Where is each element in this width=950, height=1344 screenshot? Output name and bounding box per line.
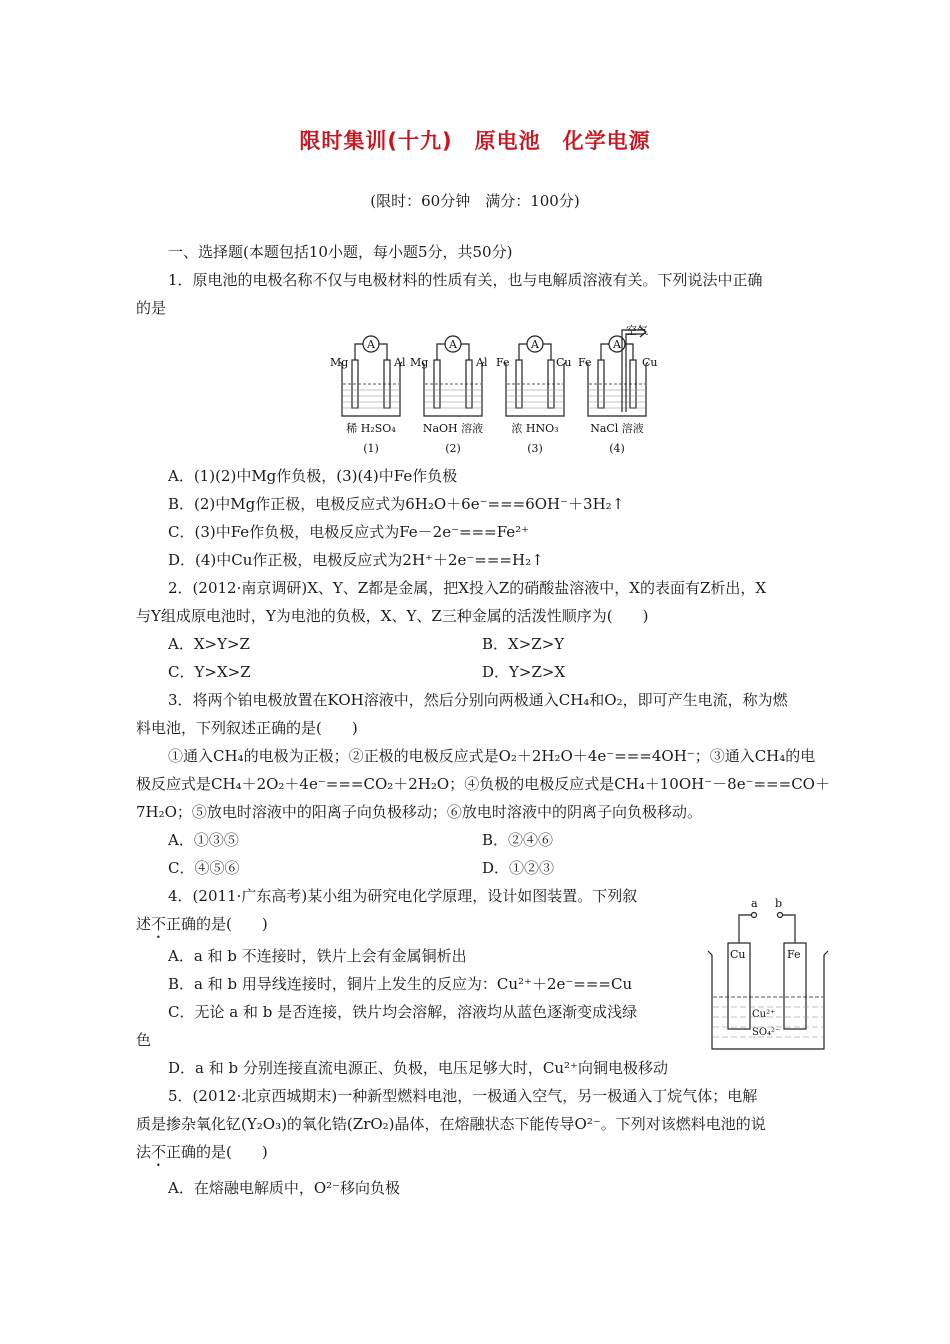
emphasis-not: 不 (151, 1143, 167, 1161)
q2-option-c: C．Y>X>Z (168, 663, 251, 681)
q4-option-d: D．a 和 b 分别连接直流电源正、负极，电压足够大时，Cu²⁺向铜电极移动 (168, 1059, 668, 1077)
q4-option-c-line1: C．无论 a 和 b 是否连接，铁片均会溶解，溶液均从蓝色逐渐变成浅绿 (168, 1003, 638, 1021)
cell-number: (4) (609, 442, 625, 455)
solution-label: NaCl 溶液 (590, 422, 644, 435)
q4-figure-cu-fe-cell (700, 895, 830, 1060)
q3-body-line2: 极反应式是CH₄＋2O₂＋4e⁻===CO₂＋2H₂O；④负极的电极反应式是CH₄＋10OH⁻－8e⁻===CO＋ (136, 775, 830, 793)
q5-stem-part: 正确的是( ) (166, 1143, 268, 1161)
q5-stem-line1: 5．(2012·北京西城期末)一种新型燃料电池，一极通入空气，另一极通入丁烷气体；电解 (168, 1087, 758, 1105)
electrode-label: Al (476, 356, 488, 369)
air-label: 空气 (626, 324, 648, 337)
q3-option-c: C．④⑤⑥ (168, 859, 240, 877)
q4-stem-part: 正确的是( ) (166, 915, 268, 933)
cell-number: (3) (527, 442, 543, 455)
q4-stem-line1: 4．(2011·广东高考)某小组为研究电化学原理，设计如图装置。下列叙 (168, 887, 638, 905)
q1-option-d: D．(4)中Cu作正极，电极反应式为2H⁺＋2e⁻===H₂↑ (168, 551, 544, 569)
q2-option-b: B．X>Z>Y (482, 635, 565, 653)
cell-number: (2) (445, 442, 461, 455)
q3-option-d: D．①②③ (482, 859, 555, 877)
q2-stem-line2: 与Y组成原电池时，Y为电池的负极，X、Y、Z三种金属的活泼性顺序为( ) (136, 607, 649, 625)
q1-option-b: B．(2)中Mg作正极，电极反应式为6H₂O＋6e⁻===6OH⁻＋3H₂↑ (168, 495, 625, 513)
q4-stem-part: 述 (136, 915, 152, 933)
solution-label: NaOH 溶液 (422, 422, 484, 435)
section-heading: 一、选择题(本题包括10小题，每小题5分，共50分) (168, 243, 513, 261)
q4-option-a: A．a 和 b 不连接时，铁片上会有金属铜析出 (168, 947, 467, 965)
q1-stem-line1: 1．原电池的电极名称不仅与电极材料的性质有关，也与电解质溶液有关。下列说法中正确 (168, 271, 763, 289)
q1-option-c: C．(3)中Fe作负极，电极反应式为Fe－2e⁻===Fe²⁺ (168, 523, 530, 541)
emphasis-not: 不 (151, 915, 167, 933)
q5-stem-line3 (136, 1142, 814, 1170)
ammeter-label: A (613, 338, 621, 351)
solution-label: 稀 H₂SO₄ (346, 422, 396, 435)
q1-figure-galvanic-cells (320, 320, 660, 460)
electrode-label: Cu (642, 356, 658, 369)
q4-option-c-line2: 色 (136, 1031, 152, 1049)
q4-option-b: B．a 和 b 用导线连接时，铜片上发生的反应为：Cu²⁺＋2e⁻===Cu (168, 975, 633, 993)
q5-option-a: A．在熔融电解质中，O²⁻移向负极 (168, 1179, 401, 1197)
q3-body-line1: ①通入CH₄的电极为正极；②正极的电极反应式是O₂＋2H₂O＋4e⁻===4OH⁻；③通入CH₄的电 (168, 747, 816, 765)
terminal-b-label: b (775, 897, 783, 910)
q2-stem-line1: 2．(2012·南京调研)X、Y、Z都是金属，把X投入Z的硝酸盐溶液中，X的表面有Z析出，X (168, 579, 767, 597)
electrode-label: Mg (410, 356, 429, 369)
ammeter-label: A (531, 338, 539, 351)
electrode-label: Mg (330, 356, 349, 369)
q3-stem-line2: 料电池，下列叙述正确的是( ) (136, 719, 358, 737)
ammeter-label: A (449, 338, 457, 351)
q1-option-a: A．(1)(2)中Mg作负极，(3)(4)中Fe作负极 (168, 467, 458, 485)
q1-stem-line2: 的是 (136, 299, 167, 317)
ammeter-label: A (367, 338, 375, 351)
cell-number: (1) (363, 442, 379, 455)
terminal-a-label: a (751, 897, 758, 910)
q2-option-a: A．X>Y>Z (168, 635, 250, 653)
q3-body-line3: 7H₂O；⑤放电时溶液中的阳离子向负极移动；⑥放电时溶液中的阴离子向负极移动。 (136, 803, 702, 821)
copper-electrode-label: Cu (730, 948, 746, 961)
electrode-label: Cu (556, 356, 572, 369)
electrode-label: Fe (578, 356, 592, 369)
page-subtitle: (限时：60分钟 满分：100分) (370, 192, 580, 210)
q3-option-b: B．②④⑥ (482, 831, 554, 849)
q5-stem-part: 法 (136, 1143, 152, 1161)
electrode-label: Fe (496, 356, 510, 369)
solution-label: 浓 HNO₃ (511, 422, 559, 435)
q5-stem-line2: 质是掺杂氧化钇(Y₂O₃)的氧化锆(ZrO₂)晶体，在熔融状态下能传导O²⁻。下列对该燃料电池的说 (136, 1115, 766, 1133)
q2-option-d: D．Y>Z>X (482, 663, 566, 681)
iron-electrode-label: Fe (787, 948, 801, 961)
q3-stem-line1: 3．将两个铂电极放置在KOH溶液中，然后分别向两极通入CH₄和O₂，即可产生电流，称为燃 (168, 691, 788, 709)
ion-label: Cu²⁺ (752, 1009, 776, 1020)
page-title: 限时集训(十九) 原电池 化学电源 (299, 129, 651, 153)
ion-label: SO₄²⁻ (752, 1027, 781, 1038)
q3-option-a: A．①③⑤ (168, 831, 239, 849)
electrode-label: Al (394, 356, 406, 369)
